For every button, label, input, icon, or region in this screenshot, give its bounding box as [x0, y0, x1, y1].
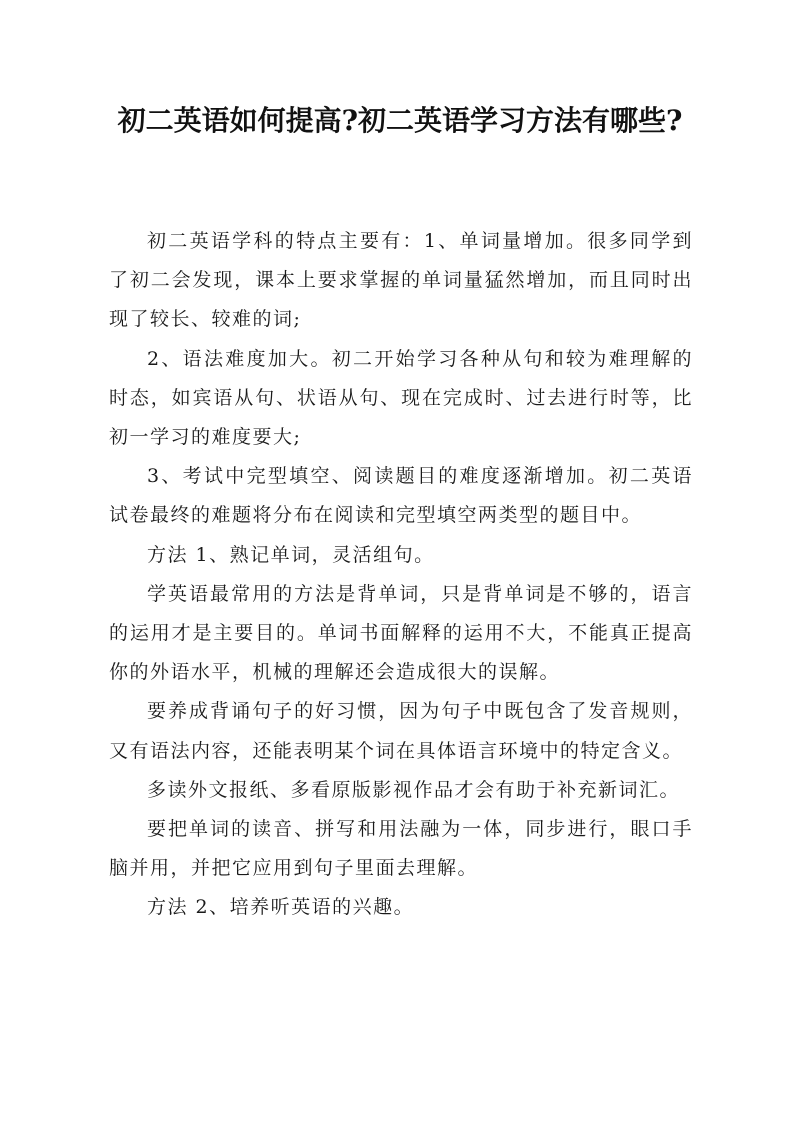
paragraph-integrate-usage: 要把单词的读音、拼写和用法融为一体，同步进行，眼口手脑并用，并把它应用到句子里面去理解。	[109, 818, 693, 880]
paragraph-method-1-heading: 方法 1、熟记单词，灵活组句。	[147, 543, 435, 566]
paragraph-grammar: 2、语法难度加大。初二开始学习各种从句和较为难理解的时态，如宾语从句、状语从句、现在完成时、过去进行时等，比初一学习的难度要大;	[109, 347, 693, 449]
paragraph-recite-sentences: 要养成背诵句子的好习惯，因为句子中既包含了发音规则，又有语法内容，还能表明某个词在具体语言环境中的特定含义。	[109, 700, 693, 762]
paragraph-features: 初二英语学科的特点主要有：1、单词量增加。很多同学到了初二会发现，课本上要求掌握的单词量猛然增加，而且同时出现了较长、较难的词;	[109, 230, 693, 331]
paragraph-memorize-words: 学英语最常用的方法是背单词，只是背单词是不够的，语言的运用才是主要目的。单词书面解释的运用不大，不能真正提高你的外语水平，机械的理解还会造成很大的误解。	[109, 582, 693, 684]
paragraph-exam: 3、考试中完型填空、阅读题目的难度逐渐增加。初二英语试卷最终的难题将分布在阅读和完型填空两类型的题目中。	[109, 465, 693, 527]
document-title: 初二英语如何提高?初二英语学习方法有哪些?	[117, 104, 683, 137]
document-body	[109, 222, 693, 928]
paragraph-read-newspapers: 多读外文报纸、多看原版影视作品才会有助于补充新词汇。	[147, 778, 681, 801]
paragraph-method-2-heading: 方法 2、培养听英语的兴趣。	[147, 896, 415, 919]
